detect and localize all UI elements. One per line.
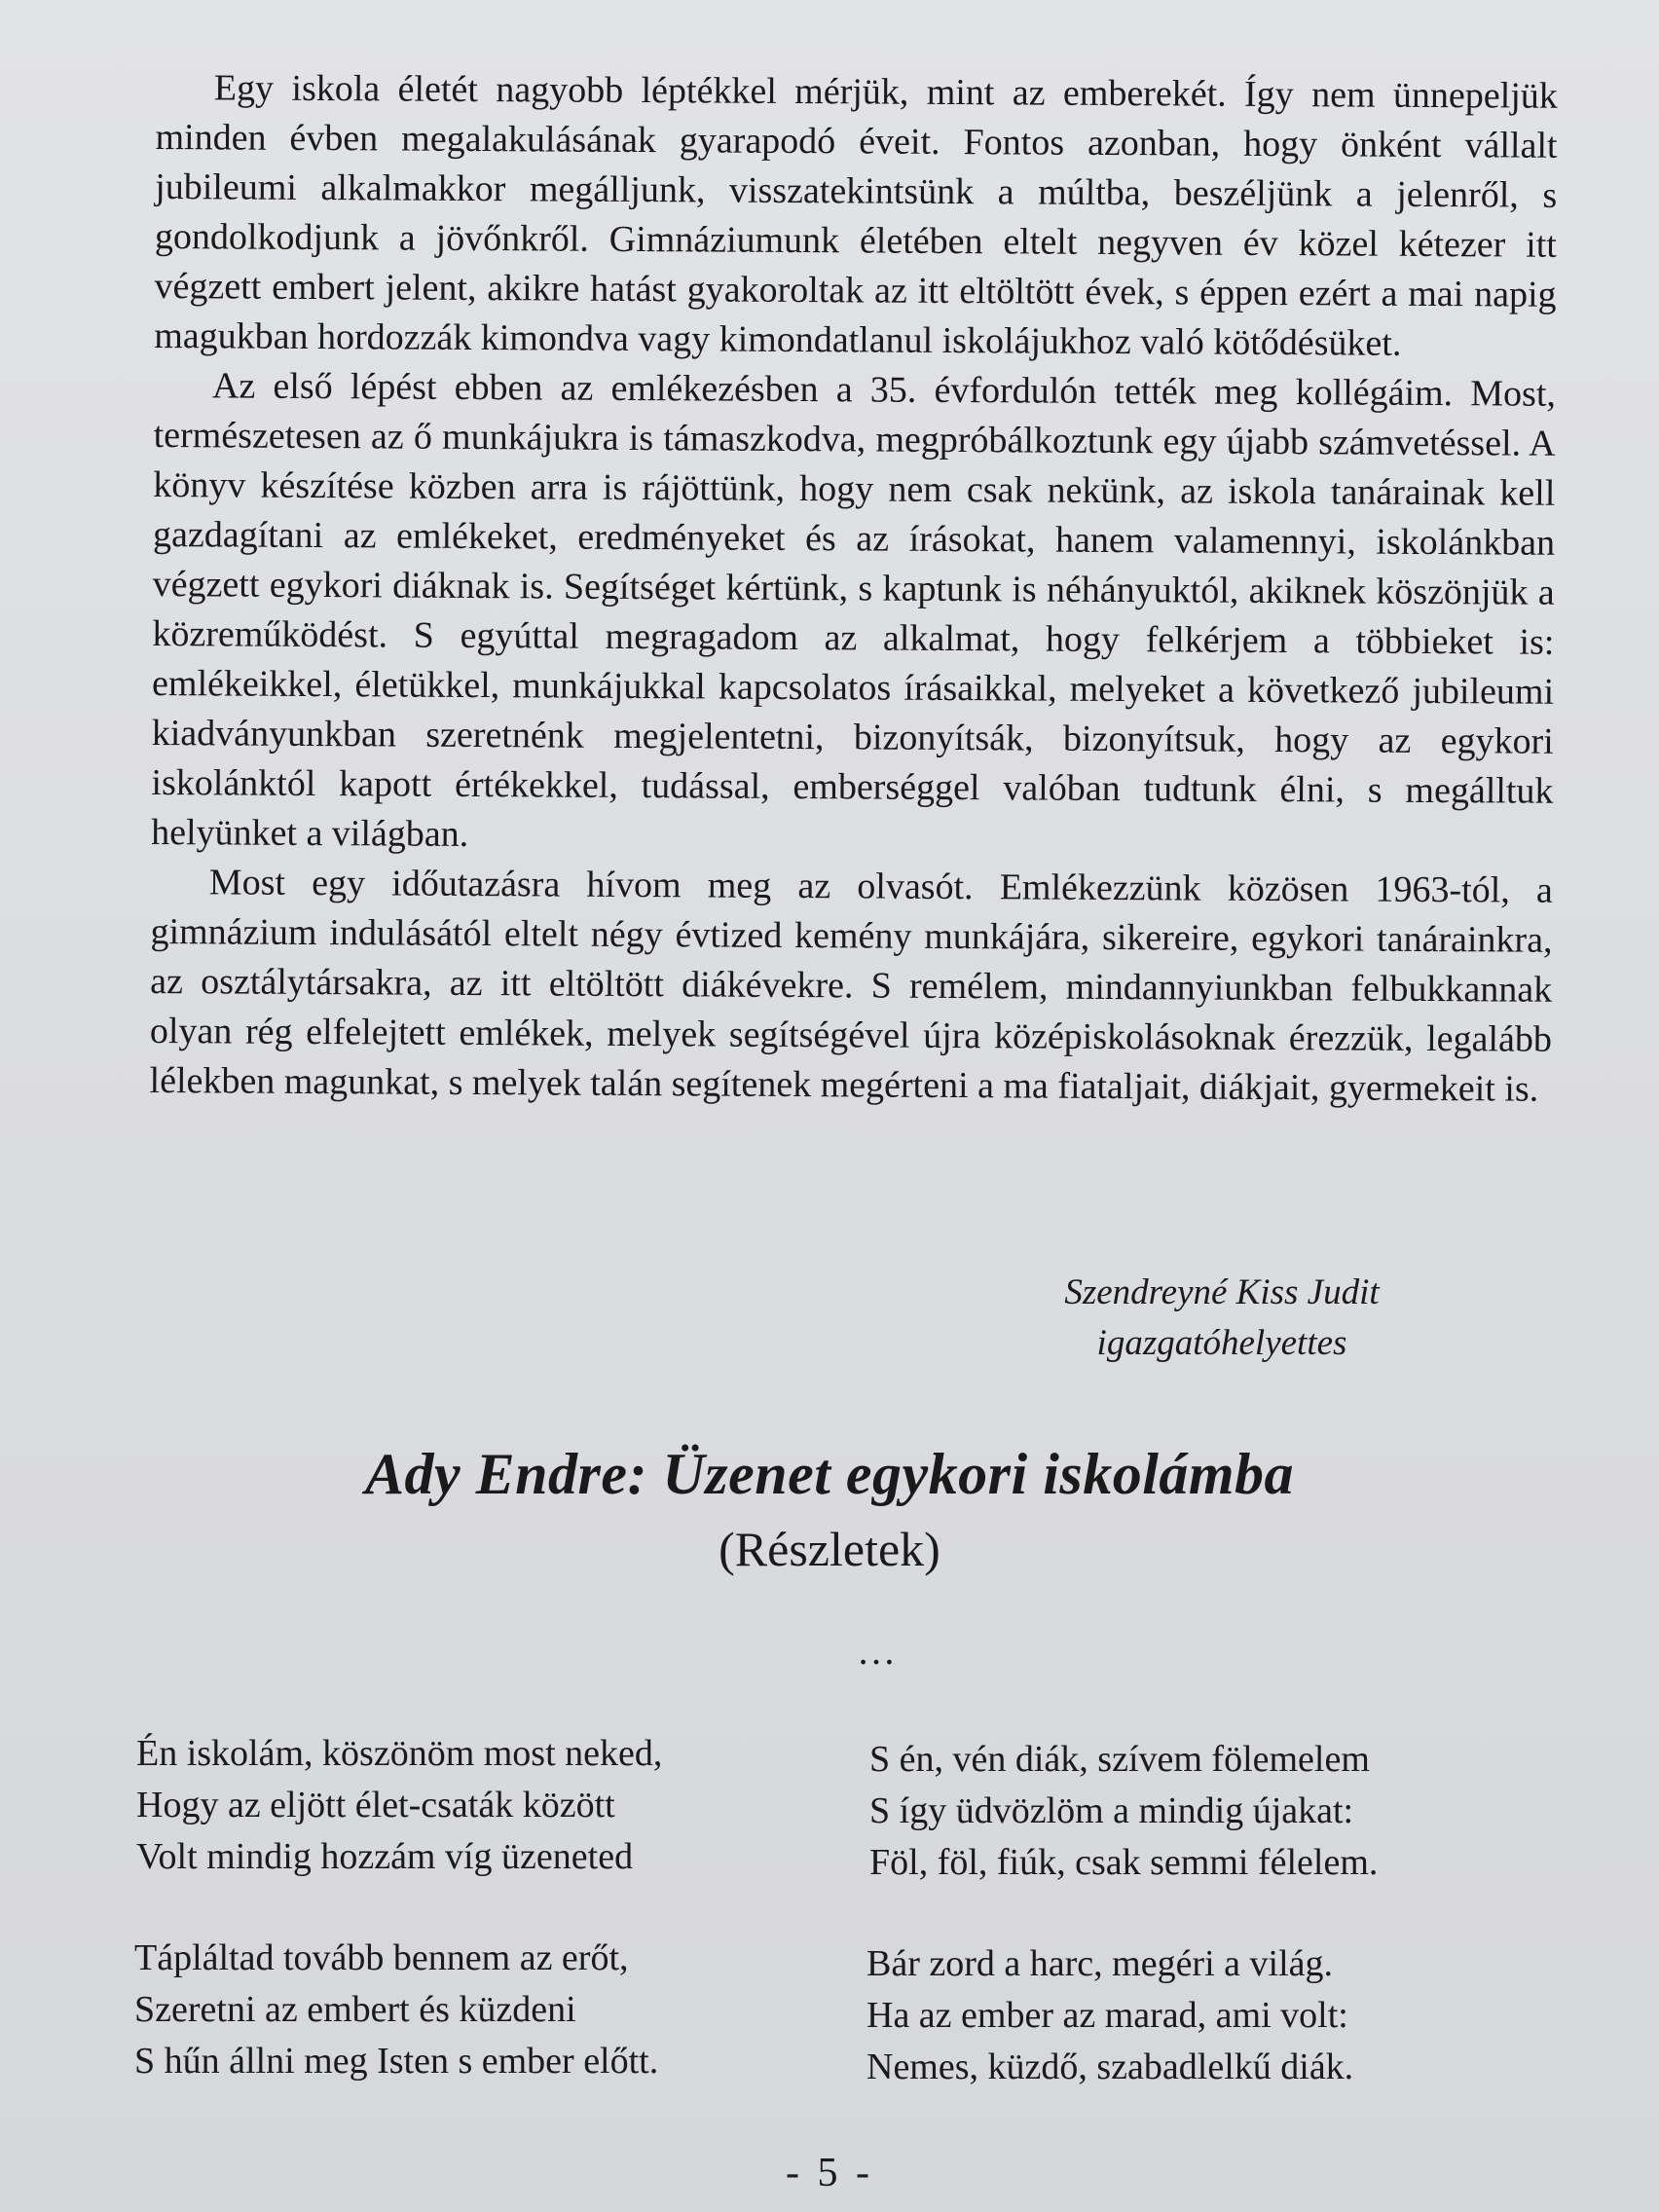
poem-line: Hogy az eljött élet-csaták között: [136, 1785, 615, 1825]
poem-line: S hűn állni meg Isten s ember előtt.: [134, 2041, 659, 2082]
poem-line: Bár zord a harc, megéri a világ.: [866, 1943, 1333, 1984]
poem-line: Tápláltad tovább bennem az erőt,: [134, 1937, 629, 1978]
signature-name: Szendreyné Kiss Judit: [1064, 1272, 1380, 1312]
stanza-left-2: [134, 1933, 658, 2087]
poem-title: Ady Endre: Üzenet egykori iskolámba: [364, 1442, 1295, 1506]
poem-line: Volt mindig hozzám víg üzeneted: [136, 1836, 634, 1877]
poem-line: Ha az ember az marad, ami volt:: [866, 1995, 1348, 2036]
page-number: - 5 -: [786, 2151, 873, 2195]
paragraph-3: Most egy időutazásra hívom meg az olvasót. Emlékezzünk közösen 1963-tól, a gimnázium indulásától eltelt négy évtized kemény munkájára, sikereire, egykori tanárainkra, az osztálytársakra, az itt eltöltött diákévekre. S remélem, mindannyiunkban felbukkannak olyan rég elfelejtett emlékek, melyek segítségével újra középiskolásoknak érezzük, legalább lélekben magunkat, s melyek talán segítenek megérteni a ma fiataljait, diákjait, gyermekeit is.: [149, 862, 1553, 1110]
signature-role: igazgatóhelyettes: [1096, 1323, 1347, 1363]
poem-line: S én, vén diák, szívem fölemelem: [869, 1739, 1370, 1780]
signature-block: [1032, 1268, 1412, 1369]
poem-subtitle: (Részletek): [719, 1522, 940, 1576]
poem-line: Föl, föl, fiúk, csak semmi félelem.: [869, 1842, 1379, 1883]
poem-line: Én iskolám, köszönöm most neked,: [136, 1733, 663, 1774]
poem-ellipsis: …: [857, 1629, 898, 1673]
paragraph-2: Az első lépést ebben az emlékezésben a 35. évfordulón tették meg kollégáim. Most, természetesen az ő munkájukra is támaszkodva, megpróbálkoztunk egy újabb számvetéssel. A könyv készítése közben arra is rájöttünk, hogy nem csak nekünk, az iskola tanárainak kell gazdagítani az emlékeket, eredményeket és az írásokat, hanem valamennyi, iskolánkban végzett egykori diáknak is. Segítséget kértünk, s kaptunk is néhányuktól, akiknek köszönjük a közreműködést. S egyúttal megragadom az alkalmat, hogy felkérjem a többieket is: emlékeikkel, életükkel, munkájukkal kapcsolatos írásaikkal, melyeket a következő jubileumi kiadványunkban szeretnénk megjelentetni, bizonyítsák, bizonyítsuk, hogy az egykori iskolánktól kapott értékekkel, tudással, emberséggel valóban tudtunk élni, s megálltuk helyünket a világban.: [151, 365, 1557, 855]
poem-line: Nemes, küzdő, szabadlelkű diák.: [866, 2046, 1354, 2087]
stanza-right-1: [869, 1734, 1378, 1889]
stanza-right-2: [866, 1938, 1353, 2093]
poem-line: S így üdvözlöm a mindig újakat:: [869, 1790, 1354, 1831]
paragraph-1: Egy iskola életét nagyobb léptékkel mérjük, mint az emberekét. Így nem ünnepeljük minden évben megalakulásának gyarapodó éveit. Fontos azonban, hogy önként vállalt jubileumi alkalmakkor megálljunk, visszatekintsünk a múltba, beszéljünk a jelenről, s gondolkodjunk a jövőnkről. Gimnáziumunk életében eltelt negyven év közel kétezer itt végzett embert jelent, akikre hatást gyakoroltak az itt eltöltött évek, s éppen ezért a mai napig magukban hordozzák kimondva vagy kimondatlanul iskolájukhoz való kötődésüket.: [154, 67, 1558, 364]
poem-line: Szeretni az embert és küzdeni: [134, 1989, 576, 2030]
introduction-text: [149, 63, 1558, 1115]
stanza-left-1: [136, 1728, 662, 1883]
